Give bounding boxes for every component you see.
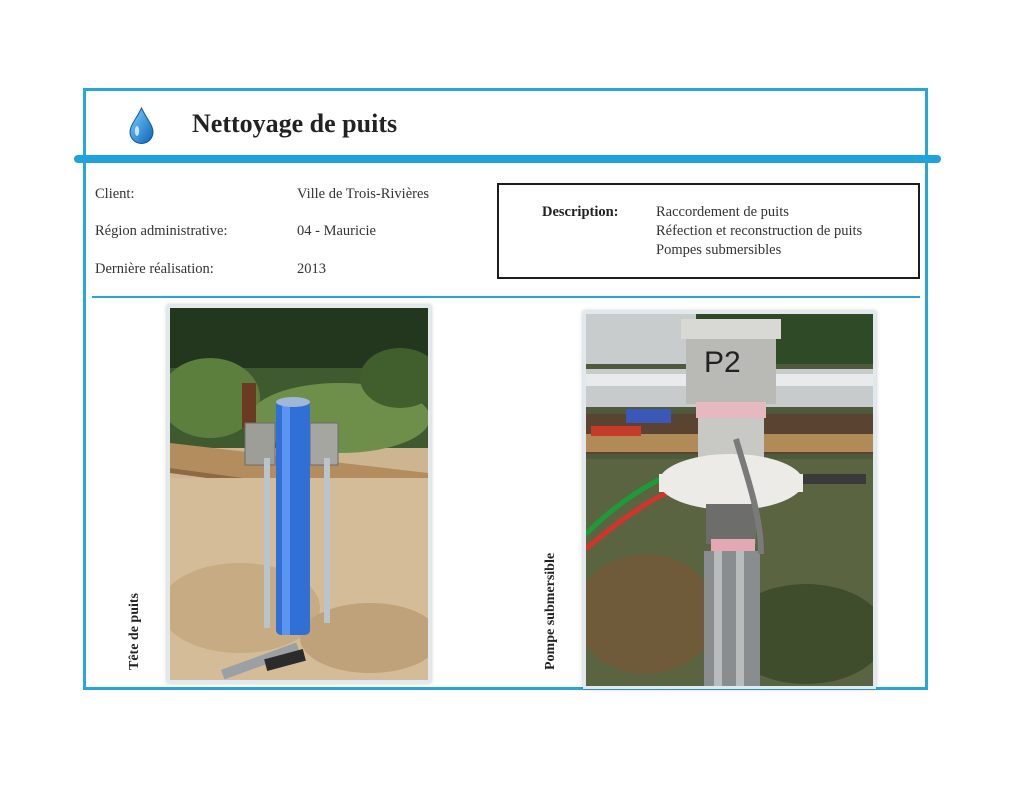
description-line: Pompes submersibles bbox=[656, 242, 782, 258]
submersible-pump-photo bbox=[583, 311, 876, 689]
last-realisation-value: 2013 bbox=[297, 261, 326, 277]
page-title: Nettoyage de puits bbox=[192, 109, 398, 138]
submersible-pump-caption: Pompe submersible bbox=[543, 552, 558, 670]
well-head-photo bbox=[167, 305, 431, 683]
client-label: Client: bbox=[95, 186, 135, 202]
description-line: Raccordement de puits bbox=[656, 204, 789, 220]
header-divider bbox=[74, 155, 941, 163]
client-value: Ville de Trois-Rivières bbox=[297, 186, 430, 202]
last-realisation-label: Dernière réalisation: bbox=[95, 261, 214, 277]
water-drop-icon bbox=[128, 107, 155, 144]
well-head-caption: Tête de puits bbox=[127, 593, 142, 670]
region-value: 04 - Mauricie bbox=[297, 223, 376, 239]
svg-text:P2: P2 bbox=[704, 346, 741, 379]
description-label: Description: bbox=[542, 204, 619, 220]
description-line: Réfection et reconstruction de puits bbox=[656, 223, 863, 239]
section-divider bbox=[92, 296, 920, 298]
region-label: Région administrative: bbox=[95, 223, 228, 239]
